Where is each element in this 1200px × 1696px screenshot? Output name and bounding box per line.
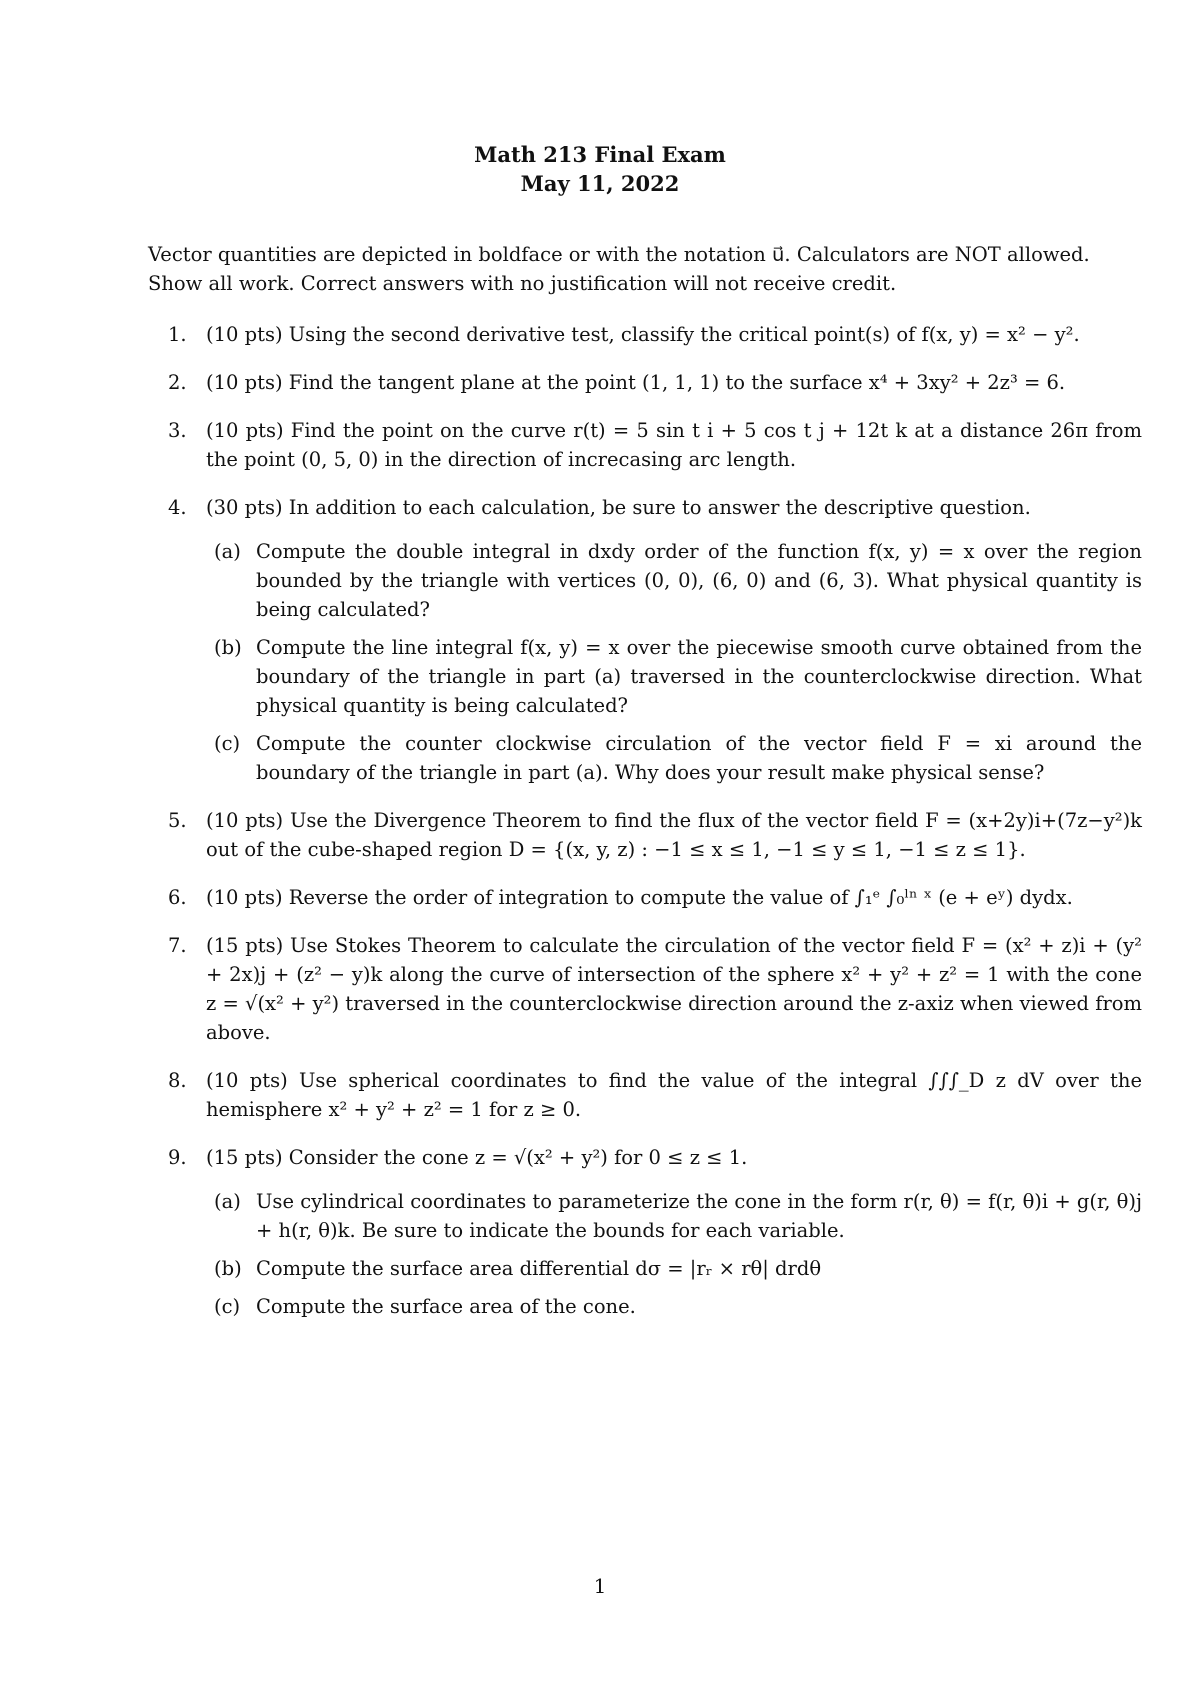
problem-number: 5. (168, 809, 187, 832)
problem-9b (206, 1254, 1142, 1283)
problem-2 (148, 368, 1142, 397)
subpart-list (206, 1187, 1142, 1321)
subpart-label: (c) (214, 732, 241, 755)
subpart-label: (c) (214, 1295, 241, 1318)
problem-number: 7. (168, 934, 187, 957)
problem-text: (10 pts) Use the Divergence Theorem to find the flux of the vector field F = (x+2y)i+(7z−y²)k out of the cube-shaped region D = {(x, y, z) : −1 ≤ x ≤ 1, −1 ≤ y ≤ 1, −1 ≤ z ≤ 1}. (206, 809, 1142, 861)
problem-text: (10 pts) Find the point on the curve r(t) = 5 sin t i + 5 cos t j + 12t k at a distance 26π from the point (0, 5, 0) in the direction of increcasing arc length. (206, 419, 1142, 471)
subpart-label: (a) (214, 540, 241, 563)
problem-1 (148, 320, 1142, 349)
exam-body (148, 240, 1142, 1340)
problem-7 (148, 931, 1142, 1047)
problem-text: (15 pts) Consider the cone z = √(x² + y²) for 0 ≤ z ≤ 1. (206, 1146, 748, 1169)
problem-number: 1. (168, 323, 187, 346)
subpart-text: Compute the line integral f(x, y) = x over the piecewise smooth curve obtained from the boundary of the triangle in part (a) traversed in the counterclockwise direction. What physical quantity is being calculated? (256, 636, 1142, 717)
problem-text: (30 pts) In addition to each calculation, be sure to answer the descriptive question. (206, 496, 1031, 519)
problem-4b (206, 633, 1142, 720)
problem-9c (206, 1292, 1142, 1321)
page-number: 1 (593, 1574, 607, 1598)
instructions: Vector quantities are depicted in boldface or with the notation u⃗. Calculators are NOT allowed. Show all work. Correct answers with no justification will not receive credit. (148, 243, 1090, 295)
subpart-list (206, 537, 1142, 787)
exam-date: May 11, 2022 (520, 171, 680, 196)
problem-8 (148, 1066, 1142, 1124)
subpart-label: (b) (214, 1257, 242, 1280)
problem-text: (15 pts) Use Stokes Theorem to calculate the circulation of the vector field F = (x² + z)i + (y² + 2x)j + (z² − y)k along the curve of intersection of the sphere x² + y² + z² = 1 with the cone z = √(x² + y²) traversed in the counterclockwise direction around the z-axiz when viewed from above. (206, 934, 1142, 1044)
problem-number: 8. (168, 1069, 187, 1092)
subpart-label: (b) (214, 636, 242, 659)
exam-title: Math 213 Final Exam (474, 142, 726, 167)
subpart-text: Use cylindrical coordinates to parameterize the cone in the form r(r, θ) = f(r, θ)i + g(r, θ)j + h(r, θ)k. Be sure to indicate the bounds for each variable. (256, 1190, 1142, 1242)
exam-header (0, 140, 1200, 198)
subpart-text: Compute the surface area of the cone. (256, 1295, 636, 1318)
subpart-text: Compute the surface area differential dσ = |rᵣ × rθ| drdθ (256, 1257, 822, 1280)
problem-text: (10 pts) Find the tangent plane at the point (1, 1, 1) to the surface x⁴ + 3xy² + 2z³ = 6. (206, 371, 1066, 394)
subpart-text: Compute the double integral in dxdy order of the function f(x, y) = x over the region bounded by the triangle with vertices (0, 0), (6, 0) and (6, 3). What physical quantity is being calculated? (256, 540, 1142, 621)
problem-number: 2. (168, 371, 187, 394)
problem-4a (206, 537, 1142, 624)
problem-text: (10 pts) Reverse the order of integration to compute the value of ∫₁ᵉ ∫₀ˡⁿ ˣ (e + eʸ) dydx. (206, 886, 1073, 909)
problem-text: (10 pts) Use spherical coordinates to find the value of the integral ∫∫∫_D z dV over the hemisphere x² + y² + z² = 1 for z ≥ 0. (206, 1069, 1142, 1121)
problem-list (148, 320, 1142, 1321)
problem-3 (148, 416, 1142, 474)
problem-number: 3. (168, 419, 187, 442)
problem-text: (10 pts) Using the second derivative test, classify the critical point(s) of f(x, y) = x² − y². (206, 323, 1080, 346)
problem-4c (206, 729, 1142, 787)
problem-5 (148, 806, 1142, 864)
problem-9 (148, 1143, 1142, 1321)
subpart-label: (a) (214, 1190, 241, 1213)
problem-6 (148, 883, 1142, 912)
problem-number: 4. (168, 496, 187, 519)
problem-9a (206, 1187, 1142, 1245)
problem-number: 6. (168, 886, 187, 909)
problem-4 (148, 493, 1142, 787)
problem-number: 9. (168, 1146, 187, 1169)
subpart-text: Compute the counter clockwise circulation of the vector field F = xi around the boundary of the triangle in part (a). Why does your result make physical sense? (256, 732, 1142, 784)
